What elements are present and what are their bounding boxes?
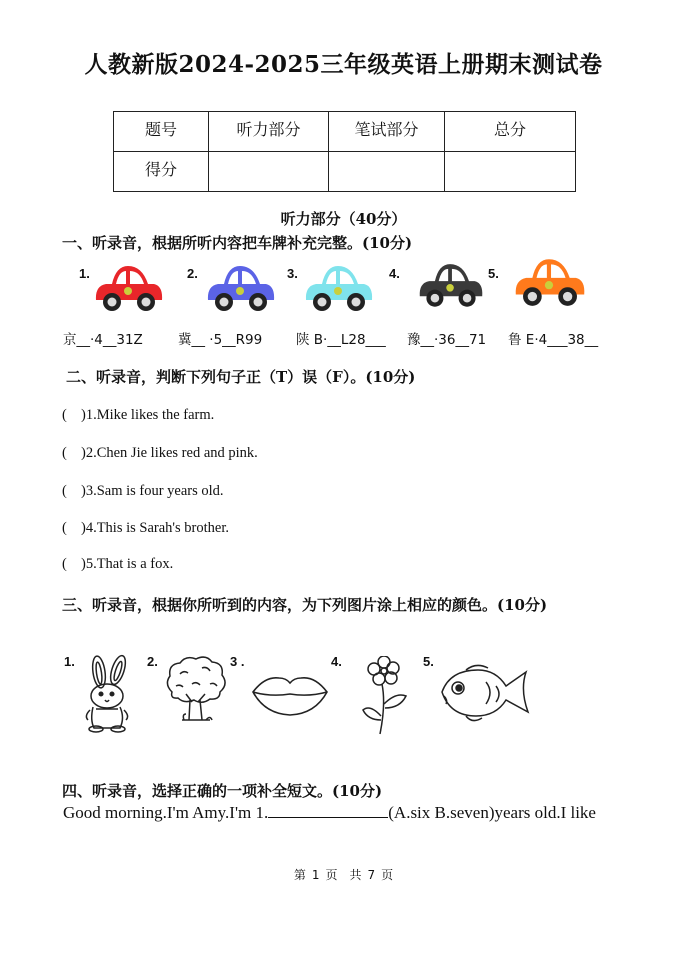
license-plate-3: 陕 B·__L28___	[296, 332, 386, 348]
q4-heading: 四、听录音，选择正确的一项补全短文。(10分)	[62, 782, 383, 800]
q1-heading: 一、听录音，根据所听内容把车牌补充完整。(10分)	[62, 234, 413, 252]
answer-paren: (	[62, 445, 67, 461]
cloze-blank-1[interactable]	[268, 803, 388, 818]
license-plate-4: 豫__·36__71	[407, 332, 487, 348]
row-label-score: 得分	[114, 152, 209, 192]
score-table-header-row	[114, 112, 576, 152]
fish-icon[interactable]	[436, 660, 532, 726]
tf-item-3[interactable]	[62, 483, 224, 500]
cloze-passage	[63, 803, 596, 823]
q1-number-4: 4.	[389, 266, 400, 281]
car-icon-2	[204, 260, 278, 314]
tf-statement: )1.Mike likes the farm.	[81, 407, 215, 423]
score-cell-listening[interactable]	[209, 152, 329, 192]
tf-item-2[interactable]	[62, 445, 258, 462]
tf-item-4[interactable]	[62, 520, 229, 537]
footer-total-pages: 7	[367, 868, 376, 882]
car-icon-1	[92, 260, 166, 314]
score-table-score-row	[114, 152, 576, 192]
header-total: 总分	[445, 112, 576, 152]
cloze-text-before: Good morning.I'm Amy.I'm 1.	[63, 803, 269, 822]
tf-item-1[interactable]	[62, 407, 214, 424]
footer-mid: 页 共	[325, 868, 362, 882]
q3-heading: 三、听录音，根据你所听到的内容，为下列图片涂上相应的颜色。(10分)	[62, 596, 548, 614]
tree-icon[interactable]	[162, 654, 230, 726]
footer-suffix: 页	[381, 868, 394, 882]
car-icon-3	[302, 260, 376, 314]
footer-prefix: 第	[293, 868, 306, 882]
footer-page-number: 1	[311, 868, 320, 882]
page-title: 人教新版2024-2025三年级英语上册期末测试卷	[84, 51, 603, 78]
tf-item-5[interactable]	[62, 556, 173, 573]
tf-statement: )3.Sam is four years old.	[81, 483, 224, 499]
q3-number-4: 4.	[331, 654, 342, 669]
q3-number-2: 2.	[147, 654, 158, 669]
q3-number-3: 3 .	[230, 654, 245, 669]
tf-statement: )5.That is a fox.	[81, 556, 174, 572]
header-listening: 听力部分	[209, 112, 329, 152]
flower-icon[interactable]	[360, 656, 416, 736]
answer-paren: (	[62, 483, 67, 499]
car-icon-5	[511, 253, 589, 309]
q1-number-5: 5.	[488, 266, 499, 281]
answer-paren: (	[62, 407, 67, 423]
tf-statement: )4.This is Sarah's brother.	[81, 520, 229, 536]
q2-heading: 二、听录音，判断下列句子正（T）误（F）。(10分)	[66, 368, 416, 386]
rabbit-icon[interactable]	[80, 652, 138, 734]
q1-number-2: 2.	[187, 266, 198, 281]
lips-icon[interactable]	[251, 670, 329, 720]
header-written: 笔试部分	[329, 112, 445, 152]
car-icon-4	[416, 258, 486, 310]
page-footer	[0, 866, 687, 883]
q1-number-1: 1.	[79, 266, 90, 281]
q1-number-3: 3.	[287, 266, 298, 281]
license-plate-5: 鲁 E·4___38__	[508, 332, 599, 348]
score-cell-total[interactable]	[445, 152, 576, 192]
listening-section-title: 听力部分（40分）	[280, 210, 407, 228]
cloze-text-after: (A.six B.seven)years old.I like	[388, 803, 596, 822]
tf-statement: )2.Chen Jie likes red and pink.	[81, 445, 258, 461]
score-table	[113, 111, 576, 192]
answer-paren: (	[62, 556, 67, 572]
q3-number-5: 5.	[423, 654, 434, 669]
q3-number-1: 1.	[64, 654, 75, 669]
answer-paren: (	[62, 520, 67, 536]
score-cell-written[interactable]	[329, 152, 445, 192]
license-plate-2: 冀__ ·5__R99	[178, 332, 263, 348]
header-item-number: 题号	[114, 112, 209, 152]
license-plate-1: 京__·4__31Z	[63, 332, 143, 348]
